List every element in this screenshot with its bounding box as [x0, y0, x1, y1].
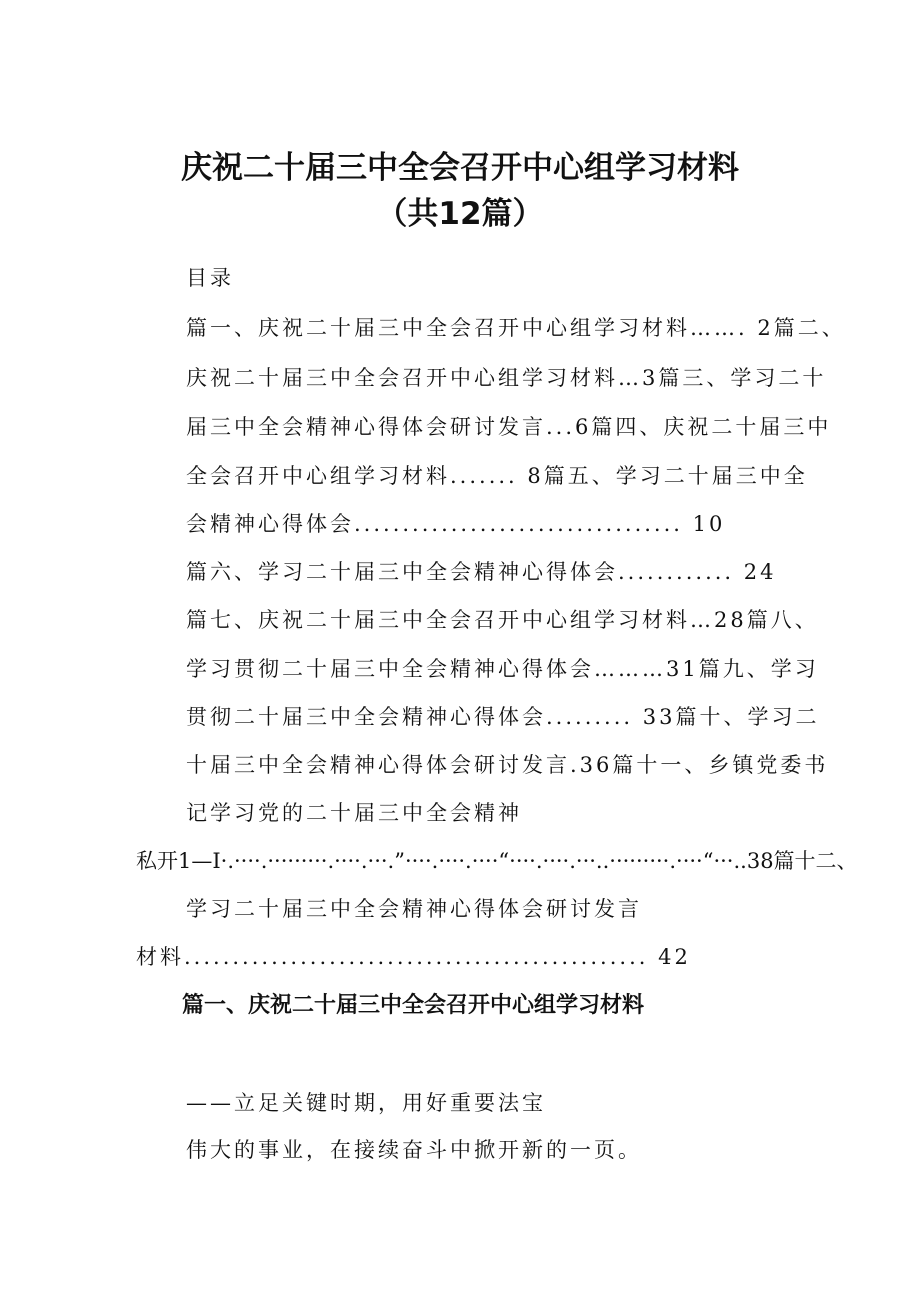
- toc-line: 篇七、庆祝二十届三中全会召开中心组学习材料…28篇八、: [186, 608, 819, 632]
- toc-line: 届三中全会精神心得体会研讨发言...6篇四、庆祝二十届三中: [186, 415, 832, 439]
- body-paragraph: 伟大的事业，在接续奋斗中掀开新的一页。: [186, 1138, 642, 1162]
- toc-line: 学习贯彻二十届三中全会精神心得体会………31篇九、学习: [186, 657, 819, 681]
- section-heading: 篇一、庆祝二十届三中全会召开中心组学习材料: [182, 993, 645, 1018]
- section-subtitle: ——立足关键时期，用好重要法宝: [186, 1091, 546, 1115]
- toc-line: 篇六、学习二十届三中全会精神心得体会............ 24: [186, 560, 777, 584]
- document-title-count: （共12篇）: [376, 196, 544, 232]
- toc-line: 庆祝二十届三中全会召开中心组学习材料…3篇三、学习二十: [186, 366, 827, 390]
- toc-heading: 目录: [186, 266, 234, 290]
- toc-line: 会精神心得体会.................................. 10: [186, 512, 726, 536]
- toc-line: 全会召开中心组学习材料....... 8篇五、学习二十届三中全: [186, 464, 808, 488]
- document-title: 庆祝二十届三中全会召开中心组学习材料: [181, 150, 739, 186]
- toc-line: 篇一、庆祝二十届三中全会召开中心组学习材料……. 2篇二、: [186, 316, 846, 340]
- toc-line: 学习二十届三中全会精神心得体会研讨发言: [186, 897, 642, 921]
- toc-line: 私开1—I·.····.·········.····.···.”····.····.····“····.····.···..·········.····“···..38篇十二、: [136, 849, 858, 873]
- toc-line: 记学习党的二十届三中全会精神: [186, 801, 522, 825]
- toc-line: 贯彻二十届三中全会精神心得体会......... 33篇十、学习二: [186, 705, 820, 729]
- toc-line: 十届三中全会精神心得体会研讨发言.36篇十一、乡镇党委书: [186, 753, 829, 777]
- toc-line: 材料................................................ 42: [136, 945, 691, 969]
